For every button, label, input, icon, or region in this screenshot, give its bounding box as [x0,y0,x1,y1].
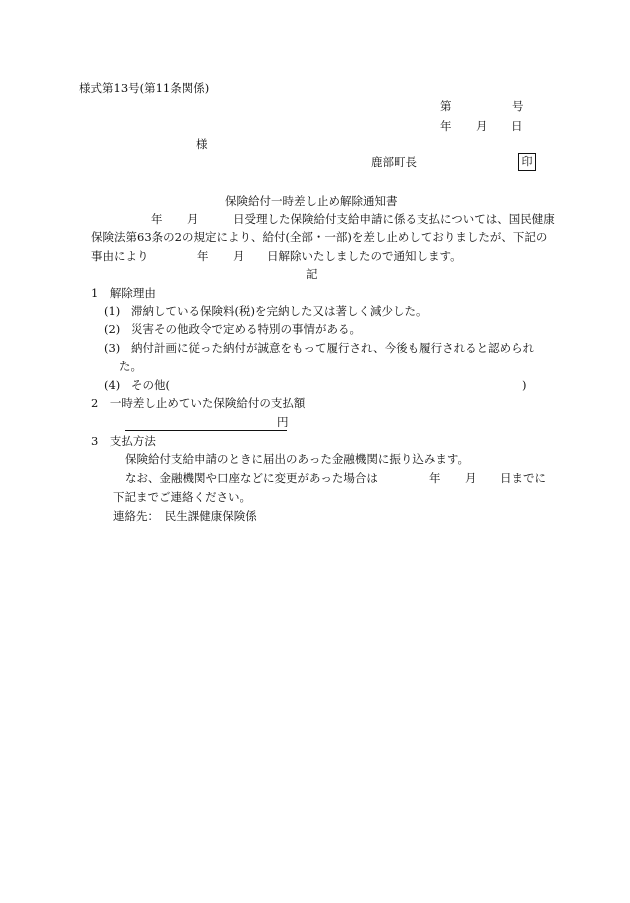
number-dai: 第 [440,99,452,113]
body-line2: 保険法第63条の2の規定により、給付(全部・一部)を差し止めしておりましたが、下記の [91,230,548,244]
payment-para2-start: なお、金融機関や口座などに変更があった場合は [125,471,378,485]
ki-heading: 記 [306,267,318,281]
body-line3-tsuki: 月 [233,249,245,263]
payment-para2-cont: 下記までご連絡ください。 [113,490,251,504]
reason-3-num: (3) [104,341,121,355]
reason-4-close: ) [522,378,527,392]
reason-2-num: (2) [104,322,121,336]
reason-3-cont: た。 [119,359,142,373]
body-line3-nen: 年 [197,249,209,263]
seal-box: 印 [518,153,536,171]
payment-para2-tsuki: 月 [465,471,477,485]
payment-para2-rest: 日までに [500,471,546,485]
body-line1-nen: 年 [151,212,163,226]
section2-heading: 2 一時差し止めていた保険給付の支払額 [91,396,306,410]
body-line1-rest: 日受理した保険給付支給申請に係る支払については、国民健康 [233,212,555,226]
reason-2-text: 災害その他政令で定める特別の事情がある。 [131,322,361,336]
payment-para1: 保険給付支給申請のときに届出のあった金融機関に振り込みます。 [125,452,469,466]
reason-1-text: 滞納している保険料(税)を完納した又は著しく減少した。 [131,304,428,318]
section1-heading: 1 解除理由 [91,286,156,300]
date-nen: 年 [440,119,452,133]
reason-4-num: (4) [104,378,121,392]
amount-underline [125,430,287,431]
date-tsuki: 月 [476,119,488,133]
payment-para2-nen: 年 [429,471,441,485]
reason-4-text: その他( [131,378,170,392]
amount-unit: 円 [277,415,289,429]
body-line3-rest: 日解除いたしましたので通知します。 [267,249,462,263]
document-title: 保険給付一時差し止め解除通知書 [225,194,398,208]
contact: 連絡先： 民生課健康保険係 [113,509,257,523]
date-hi: 日 [511,119,523,133]
form-id: 様式第13号(第11条関係) [79,81,210,95]
issuer: 鹿部町長 [371,155,417,169]
addressee-suffix: 様 [196,137,208,151]
body-line1-tsuki: 月 [187,212,199,226]
section3-heading: 3 支払方法 [91,434,156,448]
reason-3-text: 納付計画に従った納付が誠意をもって履行され、今後も履行されると認められ [131,341,535,355]
reason-1-num: (1) [104,304,121,318]
number-go: 号 [512,99,524,113]
body-line3-start: 事由により [91,249,149,263]
